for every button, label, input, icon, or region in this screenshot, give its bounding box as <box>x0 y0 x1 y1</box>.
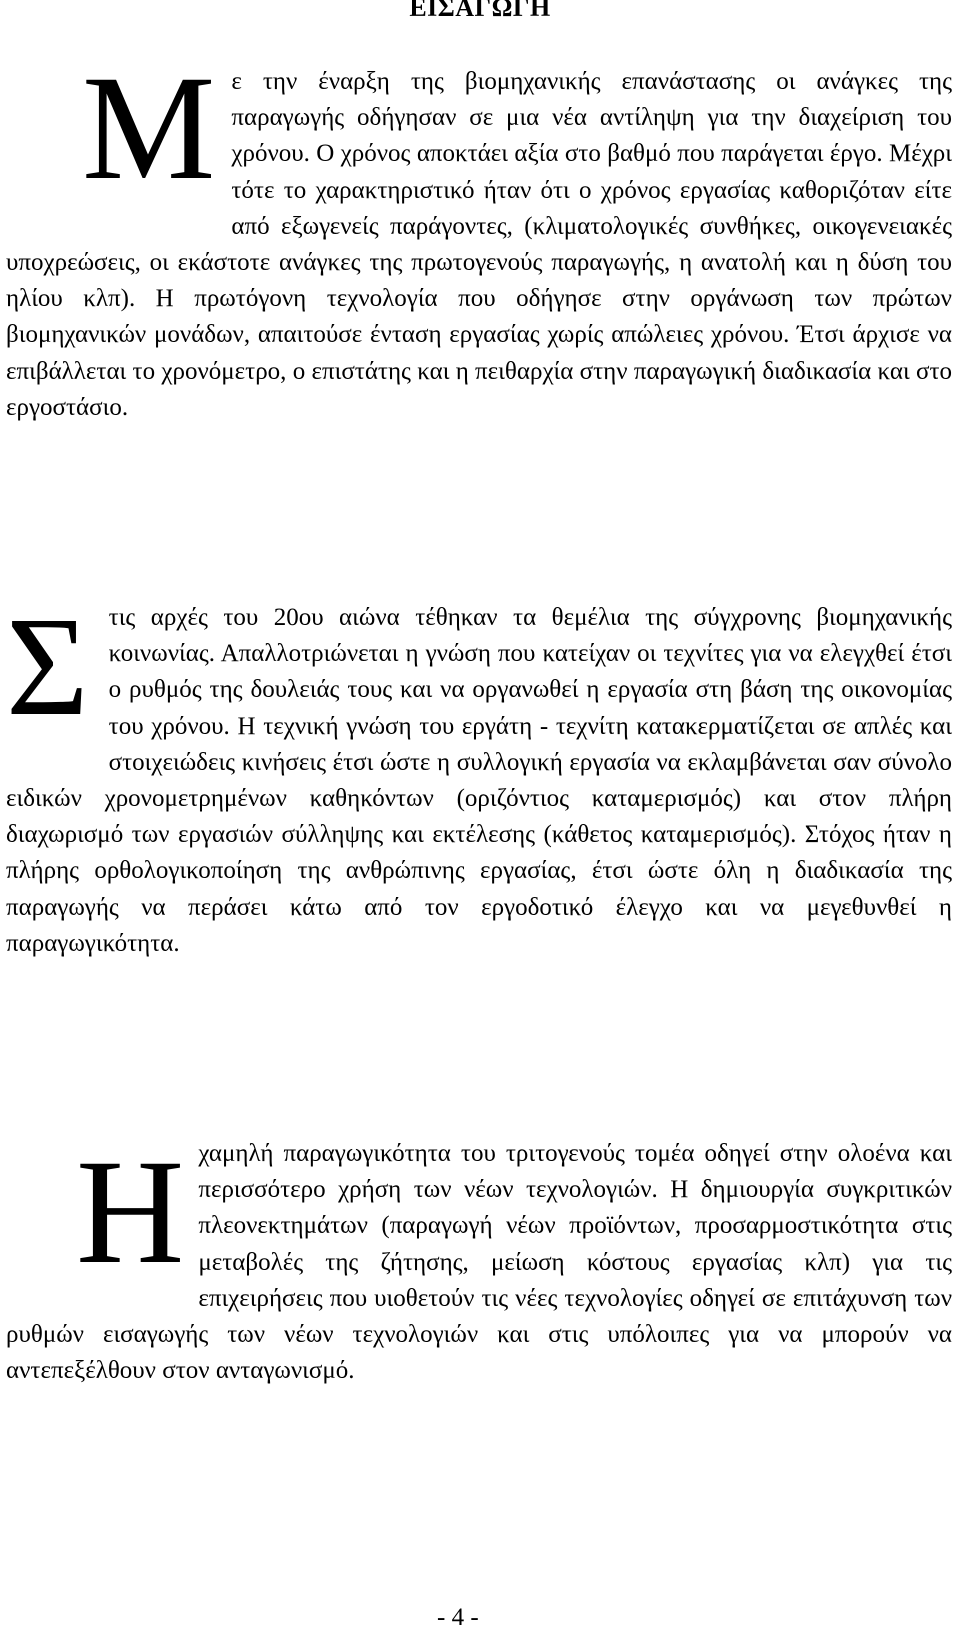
dropcap-1: Μ <box>82 45 216 211</box>
dropcap-2: Σ <box>6 587 89 745</box>
dropcap-3: Η <box>76 1129 185 1295</box>
paragraph-3-text: χαμηλή παραγωγικότητα του τριτογενούς τομέα οδηγεί στην ολοένα και περισσότερο χρήση των νέων τεχνολογιών. Η δημιουργία συγκριτικών πλεονεκτημάτων (παραγωγή νέων προϊόντων, προσαρμοστικότητα στις μεταβολές της ζήτησης, μείωση κόστους εργασίας κλπ) για τις επιχειρήσεις που υιοθετούν τις νέες τεχνολογίες οδηγεί σε επιτάχυνση των ρυθμών εισαγωγής των νέων τεχνολογιών και στις υπόλοιπες για να μπορούν να αντεπεξέλθουν στον ανταγωνισμό. <box>6 1140 952 1385</box>
paragraph-3 <box>6 1129 952 1389</box>
page-number: - 4 - <box>437 1604 479 1631</box>
paragraph-1-text: ε την έναρξη της βιομηχανικής επανάστασης οι ανάγκες της παραγωγής οδήγησαν σε μια νέα αντίληψη για την διαχείριση του χρόνου. Ο χρόνος αποκτάει αξία στο βαθμό που παράγεται έργο. Μέχρι τότε το χαρακτηριστικό ήταν ότι ο χρόνος εργασίας καθοριζόταν είτε από εξωγενείς παράγοντες, (κλιματολογικές συνθήκες, οικογενειακές υποχρεώσεις, οι εκάστοτε ανάγκες της πρωτογενούς παραγωγής, η ανατολή και η δύση του ηλίου κλπ). Η πρωτόγονη τεχνολογία που οδήγησε στην οργάνωση των πρώτων βιομηχανικών μονάδων, απαιτούσε ένταση εργασίας χωρίς απώλειες χρόνου. Έτσι άρχισε να επιβάλλεται το χρονόμετρο, ο επιστάτης και η πειθαρχία στην παραγωγική διαδικασία και στο εργοστάσιο. <box>6 68 952 421</box>
paragraph-1 <box>6 45 952 426</box>
page-title: ΕΙΣΑΓΩΓΗ <box>409 0 551 22</box>
paragraph-2 <box>6 587 952 962</box>
paragraph-2-text: τις αρχές του 20ου αιώνα τέθηκαν τα θεμέλια της σύγχρονης βιομηχανικής κοινωνίας. Απαλλοτριώνεται η γνώση που κατείχαν οι τεχνίτες για να ελεγχθεί έτσι ο ρυθμός της δουλειάς τους και να οργανωθεί η εργασία στη βάση της οικονομίας του χρόνου. Η τεχνική γνώση του εργάτη - τεχνίτη κατακερματίζεται σε απλές και στοιχειώδεις κινήσεις έτσι ώστε η συλλογική εργασία να εκλαμβάνεται σαν σύνολο ειδικών χρονομετρημένων καθηκόντων (οριζόντιος καταμερισμός) και στον πλήρη διαχωρισμό των εργασιών σύλληψης και εκτέλεσης (κάθετος καταμερισμός). Στόχος ήταν η πλήρης ορθολογικοποίηση της ανθρώπινης εργασίας, έτσι ώστε όλη η διαδικασία της παραγωγής να περάσει κάτω από τον εργοδοτικό έλεγχο και να μεγεθυνθεί η παραγωγικότητα. <box>6 604 952 957</box>
